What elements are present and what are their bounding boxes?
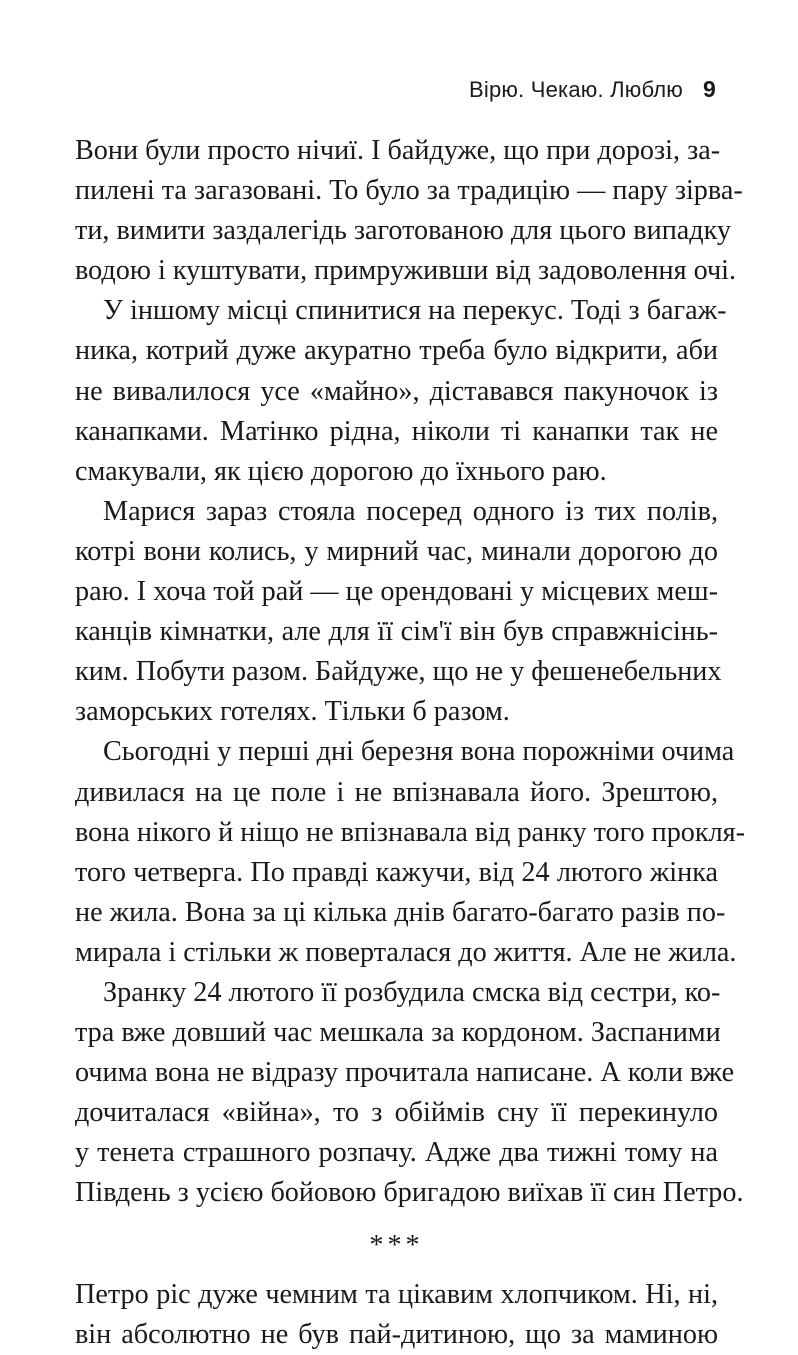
text-line: раю. І хоча той рай — це орендовані у місцевих меш- bbox=[75, 576, 718, 608]
text-line: ника, котрий дуже акуратно треба було відкрити, аби bbox=[75, 335, 718, 367]
text-line: вона нікого й ніщо не впізнавала від ранку того прокля- bbox=[75, 816, 746, 848]
text-line: ким. Побути разом. Байдуже, що не у фешенебельних bbox=[75, 656, 722, 688]
text-line: котрі вони колись, у мирний час, минали дорогою до bbox=[75, 535, 718, 567]
text-line: пилені та загазовані. То було за традицію — пару зірва- bbox=[75, 175, 743, 207]
text-line: він абсолютно не був пай-дитиною, що за маминою bbox=[75, 1318, 718, 1350]
paragraph-1 bbox=[75, 131, 743, 291]
text-line: очима вона не відразу прочитала написане. А коли вже bbox=[75, 1057, 735, 1089]
text-line: Сьогодні у перші дні березня вона порожніми очима bbox=[103, 736, 735, 768]
paragraph-5 bbox=[75, 973, 744, 1214]
text-line: ти, вимити заздалегідь заготованою для цього випадку bbox=[75, 215, 732, 247]
text-line: дочиталася «війна», то з обіймів сну її перекинуло bbox=[75, 1097, 718, 1129]
page-number: 9 bbox=[703, 76, 716, 102]
running-header bbox=[469, 76, 716, 103]
text-line: Вони були просто нічиї. І байдуже, що при дорозі, за- bbox=[75, 135, 721, 166]
text-line: заморських готелях. Тільки б разом. bbox=[75, 696, 510, 728]
text-line: Південь з усією бойовою бригадою виїхав її син Петро. bbox=[75, 1177, 744, 1209]
paragraph-2 bbox=[75, 291, 727, 491]
text-line: канців кімнатки, але для її сім'ї він був справжнісінь- bbox=[75, 616, 718, 648]
header-title: Вірю. Чекаю. Люблю bbox=[469, 77, 683, 102]
text-line: мирала і стільки ж поверталася до життя. Але не жила. bbox=[75, 936, 737, 968]
text-line: Зранку 24 лютого її розбудила смска від сестри, ко- bbox=[103, 976, 721, 1008]
text-line: не вивалилося усе «майно», діставався пакуночок із bbox=[75, 375, 718, 407]
text-line: канапками. Матінко рідна, ніколи ті канапки так не bbox=[75, 415, 718, 447]
text-line: дивилася на це поле і не впізнавала його. Зрештою, bbox=[75, 776, 718, 808]
text-line: У іншому місці спинитися на перекус. Тоді з багаж- bbox=[103, 295, 727, 327]
section-separator: *** bbox=[369, 1229, 424, 1261]
text-line: Петро ріс дуже чемним та цікавим хлопчиком. Ні, ні, bbox=[75, 1278, 718, 1310]
text-line: смакували, як цією дорогою до їхнього раю. bbox=[75, 455, 607, 487]
text-line: водою і куштувати, примруживши від задоволення очі. bbox=[75, 255, 737, 287]
text-line: Марися зараз стояла посеред одного із тих полів, bbox=[103, 495, 718, 527]
text-line: у тенета страшного розпачу. Адже два тижні тому на bbox=[75, 1137, 718, 1169]
text-line: того четверга. По правді кажучи, від 24 лютого жінка bbox=[75, 856, 718, 888]
text-line: не жила. Вона за ці кілька днів багато-багато разів по- bbox=[75, 896, 726, 928]
paragraph-6 bbox=[75, 1275, 718, 1355]
paragraph-4 bbox=[75, 732, 746, 973]
paragraph-3 bbox=[75, 492, 722, 733]
text-line: тра вже довший час мешкала за кордоном. Заспаними bbox=[75, 1017, 721, 1049]
body-text bbox=[75, 131, 746, 1355]
